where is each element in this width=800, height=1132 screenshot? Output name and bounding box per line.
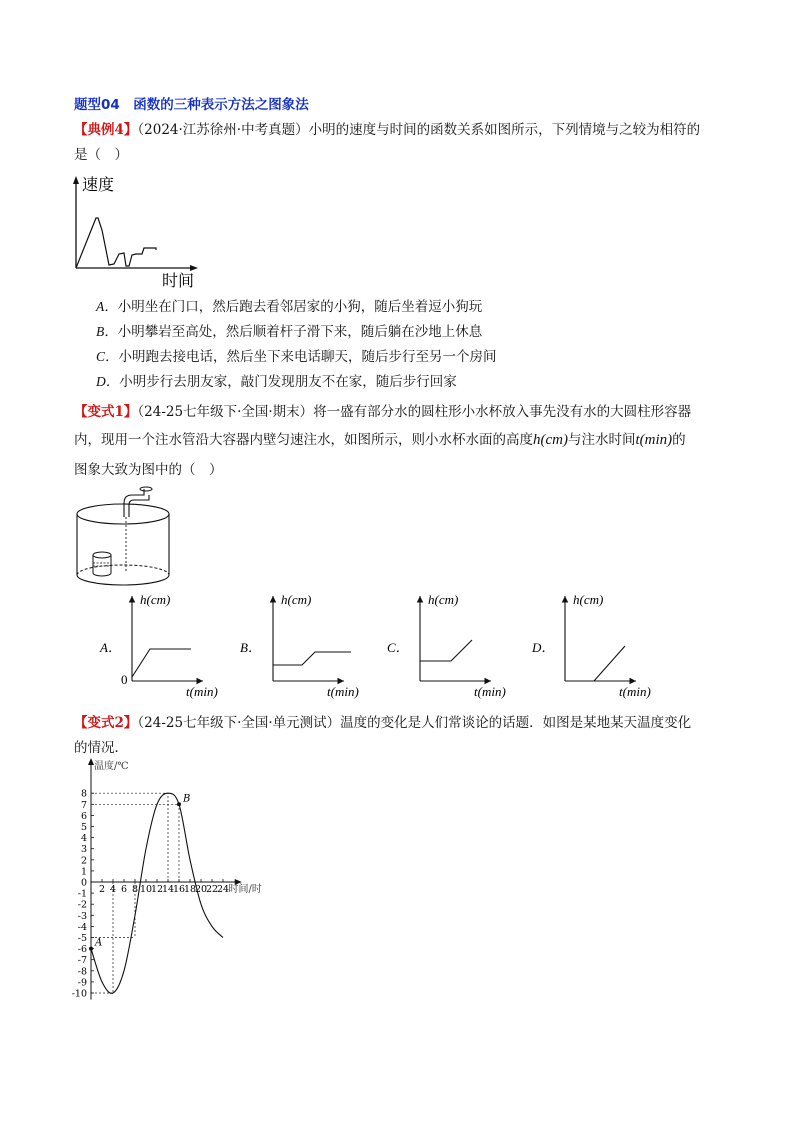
x-tick-label: 14 <box>161 884 175 895</box>
y-tick-label: 0 <box>80 877 87 889</box>
variant-2-line1: 【变式2】（24-25七年级下·全国·单元测试）温度的变化是人们常谈论的话题．如图是某地某天温度变化 <box>74 715 692 731</box>
x-tick-label: 22 <box>205 884 219 895</box>
variant-1-tag: 【变式1】 <box>74 404 138 420</box>
y-tick-label: 1 <box>80 866 87 878</box>
example-4-tag: 【典例4】 <box>74 122 138 138</box>
variant-1-line3: 图象大致为图中的（ ） <box>74 462 223 478</box>
option-c[interactable]: C．小明跑去接电话，然后坐下来电话聊天，随后步行至另一个房间 <box>96 349 497 365</box>
svg-text:t(min): t(min) <box>474 684 506 699</box>
svg-text:h(cm): h(cm) <box>428 592 459 607</box>
x-tick-label: 12 <box>150 884 164 895</box>
y-tick-label: -5 <box>77 933 87 944</box>
graph-b[interactable] <box>240 592 359 699</box>
point-label-b: B <box>183 793 191 805</box>
x-tick-label: 18 <box>183 884 197 895</box>
x-axis-label: 时间/时 <box>228 884 262 895</box>
x-tick-label: 16 <box>172 884 186 895</box>
section-title: 题型04 函数的三种表示方法之图象法 <box>74 97 309 113</box>
y-tick-label: -4 <box>77 921 87 933</box>
y-tick-label: -6 <box>77 944 87 956</box>
svg-text:A．: A． <box>100 640 121 655</box>
y-tick-label: 6 <box>80 810 87 822</box>
option-d[interactable]: D．小明步行去朋友家，敲门发现朋友不在家，随后步行回家 <box>96 374 457 390</box>
option-a[interactable]: A．小明坐在门口，然后跑去看邻居家的小狗，随后坐着逗小狗玩 <box>96 299 483 315</box>
y-tick-label: 3 <box>80 844 87 856</box>
x-tick-label: 24 <box>216 884 230 895</box>
y-axis-label: 温度/℃ <box>94 761 129 772</box>
point-label-a: A <box>95 937 103 949</box>
y-tick-label: -1 <box>77 888 87 900</box>
variant-2-line2: 的情况． <box>74 740 128 756</box>
y-tick-label: 2 <box>80 855 87 867</box>
graph-y-label: 速度 <box>82 175 115 194</box>
svg-text:B．: B． <box>240 640 261 655</box>
graph-d[interactable] <box>531 592 651 699</box>
temperature-chart <box>55 755 315 1030</box>
svg-text:h(cm): h(cm) <box>140 592 171 607</box>
svg-text:t(min): t(min) <box>327 684 359 699</box>
y-tick-label: 5 <box>80 822 87 833</box>
svg-text:C．: C． <box>387 640 409 655</box>
container-illustration <box>68 485 188 590</box>
example-4-line1 <box>74 120 700 140</box>
y-tick-label: -9 <box>77 977 87 989</box>
graph-a[interactable] <box>99 592 218 699</box>
x-tick-label: 2 <box>98 884 106 895</box>
graph-c[interactable] <box>387 592 506 699</box>
point-b <box>177 802 181 806</box>
y-tick-label: 4 <box>80 833 87 845</box>
x-tick-label: 10 <box>139 884 153 895</box>
svg-text:t(min): t(min) <box>619 684 651 699</box>
point-a <box>89 947 93 951</box>
option-graphs <box>95 588 695 703</box>
variant-1-line2: 内，现用一个注水管沿大容器内壁匀速注水，如图所示，则小水杯水面的高度h(cm)与注水时间t(min)的 <box>74 432 686 448</box>
svg-text:t(min): t(min) <box>186 684 218 699</box>
svg-text:D．: D． <box>532 640 555 655</box>
graph-x-label: 时间 <box>162 271 195 290</box>
y-tick-label: 8 <box>80 788 87 800</box>
y-tick-label: -10 <box>71 988 87 1000</box>
svg-text:h(cm): h(cm) <box>573 592 604 607</box>
svg-text:0: 0 <box>121 672 128 687</box>
y-tick-label: -7 <box>77 955 87 967</box>
example-4-stem: （2024·江苏徐州·中考真题）小明的速度与时间的函数关系如图所示，下列情境与之较为相符的 <box>137 122 701 138</box>
option-b[interactable]: B．小明攀岩至高处，然后顺着杆子滑下来，随后躺在沙地上休息 <box>96 324 483 340</box>
variant-1-line1: 【变式1】（24-25七年级下·全国·期末）将一盛有部分水的圆柱形小水杯放入事先没有水的大圆柱形容器 <box>74 404 692 420</box>
x-tick-label: 20 <box>194 884 208 895</box>
svg-text:h(cm): h(cm) <box>281 592 312 607</box>
speed-time-graph <box>64 170 204 290</box>
x-tick-label: 8 <box>131 884 139 895</box>
variant-2-tag: 【变式2】 <box>74 715 138 731</box>
y-tick-label: -8 <box>77 966 87 978</box>
y-tick-label: -2 <box>77 899 87 911</box>
x-tick-label: 6 <box>120 884 128 895</box>
example-4-line2: 是（ ） <box>74 147 128 163</box>
y-tick-label: -3 <box>77 910 87 922</box>
y-tick-label: 7 <box>80 799 87 811</box>
x-tick-label: 4 <box>109 884 117 895</box>
